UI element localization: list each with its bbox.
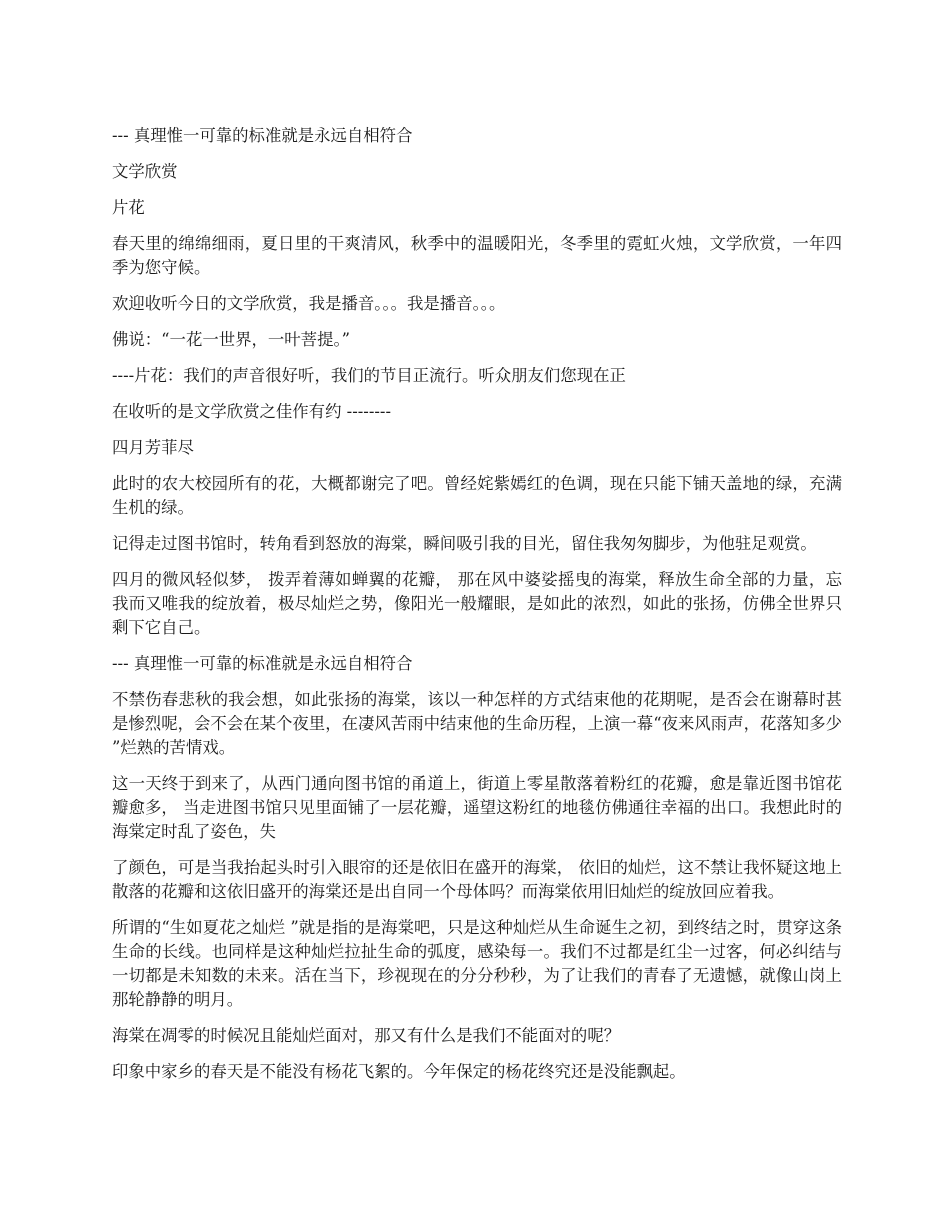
paragraph: 海棠在凋零的时候况且能灿烂面对，那又有什么是我们不能面对的呢？ <box>112 1026 621 1045</box>
paragraph: 印象中家乡的春天是不能没有杨花飞絮的。今年保定的杨花终究还是没能飘起。 <box>112 1062 686 1081</box>
paragraph: 记得走过图书馆时，转角看到怒放的海棠，瞬间吸引我的目光，留住我匆匆脚步，为他驻足观赏。 <box>112 534 817 553</box>
paragraph: ----片花：我们的声音很好听，我们的节目正流行。听众朋友们您现在正 <box>112 366 626 385</box>
paragraph: 佛说：“一花一世界，一叶菩提。” <box>112 330 351 349</box>
paragraph: 在收听的是文学欣赏之佳作有约 -------- <box>112 402 391 421</box>
section-heading-intro: 片花 <box>112 198 145 217</box>
paragraph: 四月的微风轻似梦， 拨弄着薄如蝉翼的花瓣， 那在风中婆娑摇曳的海棠，释放生命全部的力量，忘我而又唯我的绽放着，极尽灿烂之势，像阳光一般耀眼，是如此的浓烈，如此的张扬，仿佛全世界只剩下它自己。 <box>112 570 842 637</box>
program-title: 文学欣赏 <box>112 162 178 181</box>
paragraph: 了颜色，可是当我抬起头时引入眼帘的还是依旧在盛开的海棠， 依旧的灿烂，这不禁让我怀疑这地上散落的花瓣和这依旧盛开的海棠还是出自同一个母体吗？而海棠依用旧灿烂的绽放回应着我。 <box>112 858 842 901</box>
paragraph: 不禁伤春悲秋的我会想，如此张扬的海棠，该以一种怎样的方式结束他的花期呢，是否会在谢幕时甚是惨烈呢，会不会在某个夜里，在凄风苦雨中结束他的生命历程，上演一幕“夜来风雨声，花落知多少 ”烂熟的苦情戏。 <box>112 690 842 757</box>
document-body <box>112 124 842 1096</box>
paragraph: 欢迎收听今日的文学欣赏，我是播音。。。我是播音。。。 <box>112 294 506 313</box>
quote-line: --- 真理惟一可靠的标准就是永远自相符合 <box>112 654 413 673</box>
paragraph: 此时的农大校园所有的花，大概都谢完了吧。曾经姹紫嫣红的色调，现在只能下铺天盖地的绿，充满生机的绿。 <box>112 474 842 517</box>
paragraph: 所谓的“生如夏花之灿烂 ”就是指的是海棠吧，只是这种灿烂从生命诞生之初，到终结之时，贯穿这条生命的长线。也同样是这种灿烂拉扯生命的弧度，感染每一。我们不过都是红尘一过客，何必纠结与一切都是未知数的未来。活在当下，珍视现在的分分秒秒，为了让我们的青春了无遗憾，就像山岗上那轮静静的明月。 <box>112 918 842 1009</box>
paragraph: 这一天终于到来了，从西门通向图书馆的甬道上，街道上零星散落着粉红的花瓣，愈是靠近图书馆花瓣愈多， 当走进图书馆只见里面铺了一层花瓣，遥望这粉红的地毯仿佛通往幸福的出口。我想此时的海棠定时乱了姿色，失 <box>112 774 842 841</box>
quote-line: --- 真理惟一可靠的标准就是永远自相符合 <box>112 126 413 145</box>
article-title: 四月芳菲尽 <box>112 438 194 457</box>
paragraph: 春天里的绵绵细雨，夏日里的干爽清风，秋季中的温暖阳光，冬季里的霓虹火烛，文学欣赏，一年四季为您守候。 <box>112 234 842 277</box>
